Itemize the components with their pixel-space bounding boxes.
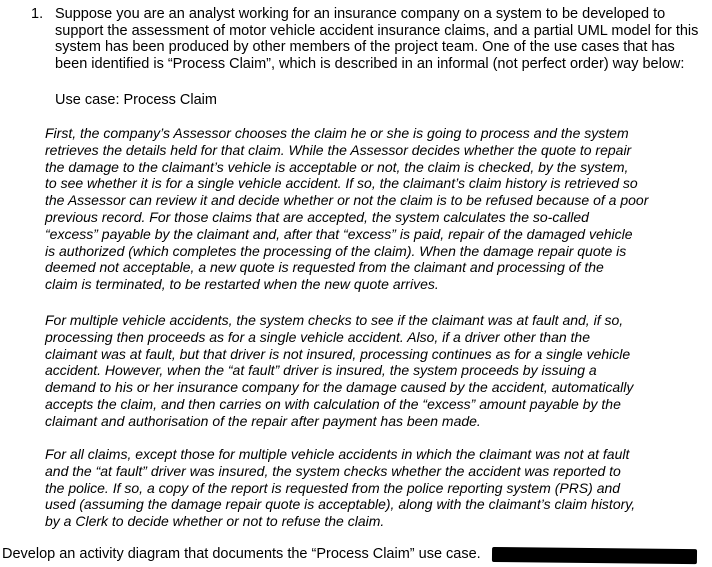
redaction-mark xyxy=(492,547,697,564)
question-number: 1. xyxy=(31,6,44,22)
use-case-heading: Use case: Process Claim xyxy=(55,92,217,108)
use-case-paragraph-1: First, the company’s Assessor chooses the claim he or she is going to process and the system retrieves the details held for that claim. While the Assessor decides whether the quote to repair the damage to the claimant’s vehicle is acceptable or not, the claim is checked, by the system, to see whether it is for a single vehicle accident. If so, the claimant’s claim history is retrieved so the Assessor can review it and decide whether or not the claim is to be refused because of a poor previous record. For those claims that are accepted, the system calculates the so-called “excess” payable by the claimant and, after that “excess” is paid, repair of the damaged vehicle is authorized (which completes the processing of the claim). When the damage repair quote is deemed not acceptable, a new quote is requested from the claimant and processing of the claim is terminated, to be restarted when the new quote arrives. xyxy=(45,125,649,293)
question-intro: Suppose you are an analyst working for an insurance company on a system to be developed to support the assessment of motor vehicle accident insurance claims, and a partial UML model for this system has been produced by other members of the project team. One of the use cases that has been identified is “Process Claim”, which is described in an informal (not perfect order) way below: xyxy=(55,6,699,72)
task-instruction: Develop an activity diagram that documents the “Process Claim” use case. xyxy=(2,546,481,562)
use-case-paragraph-3: For all claims, except those for multiple vehicle accidents in which the claimant was not at fault and the “at fault” driver was insured, the system checks whether the accident was reported to the police. If so, a copy of the report is requested from the police reporting system (PRS) and used (assuming the damage repair quote is acceptable), along with the claimant’s claim history, by a Clerk to decide whether or not to refuse the claim. xyxy=(45,446,636,530)
use-case-paragraph-2: For multiple vehicle accidents, the system checks to see if the claimant was at fault and, if so, processing then proceeds as for a single vehicle accident. Also, if a driver other than the claimant was at fault, but that driver is not insured, processing continues as for a single vehicle accident. However, when the “at fault” driver is insured, the system proceeds by issuing a demand to his or her insurance company for the damage caused by the accident, automatically accepts the claim, and then carries on with calculation of the “excess” amount payable by the claimant and authorisation of the repair after payment has been made. xyxy=(45,312,634,429)
